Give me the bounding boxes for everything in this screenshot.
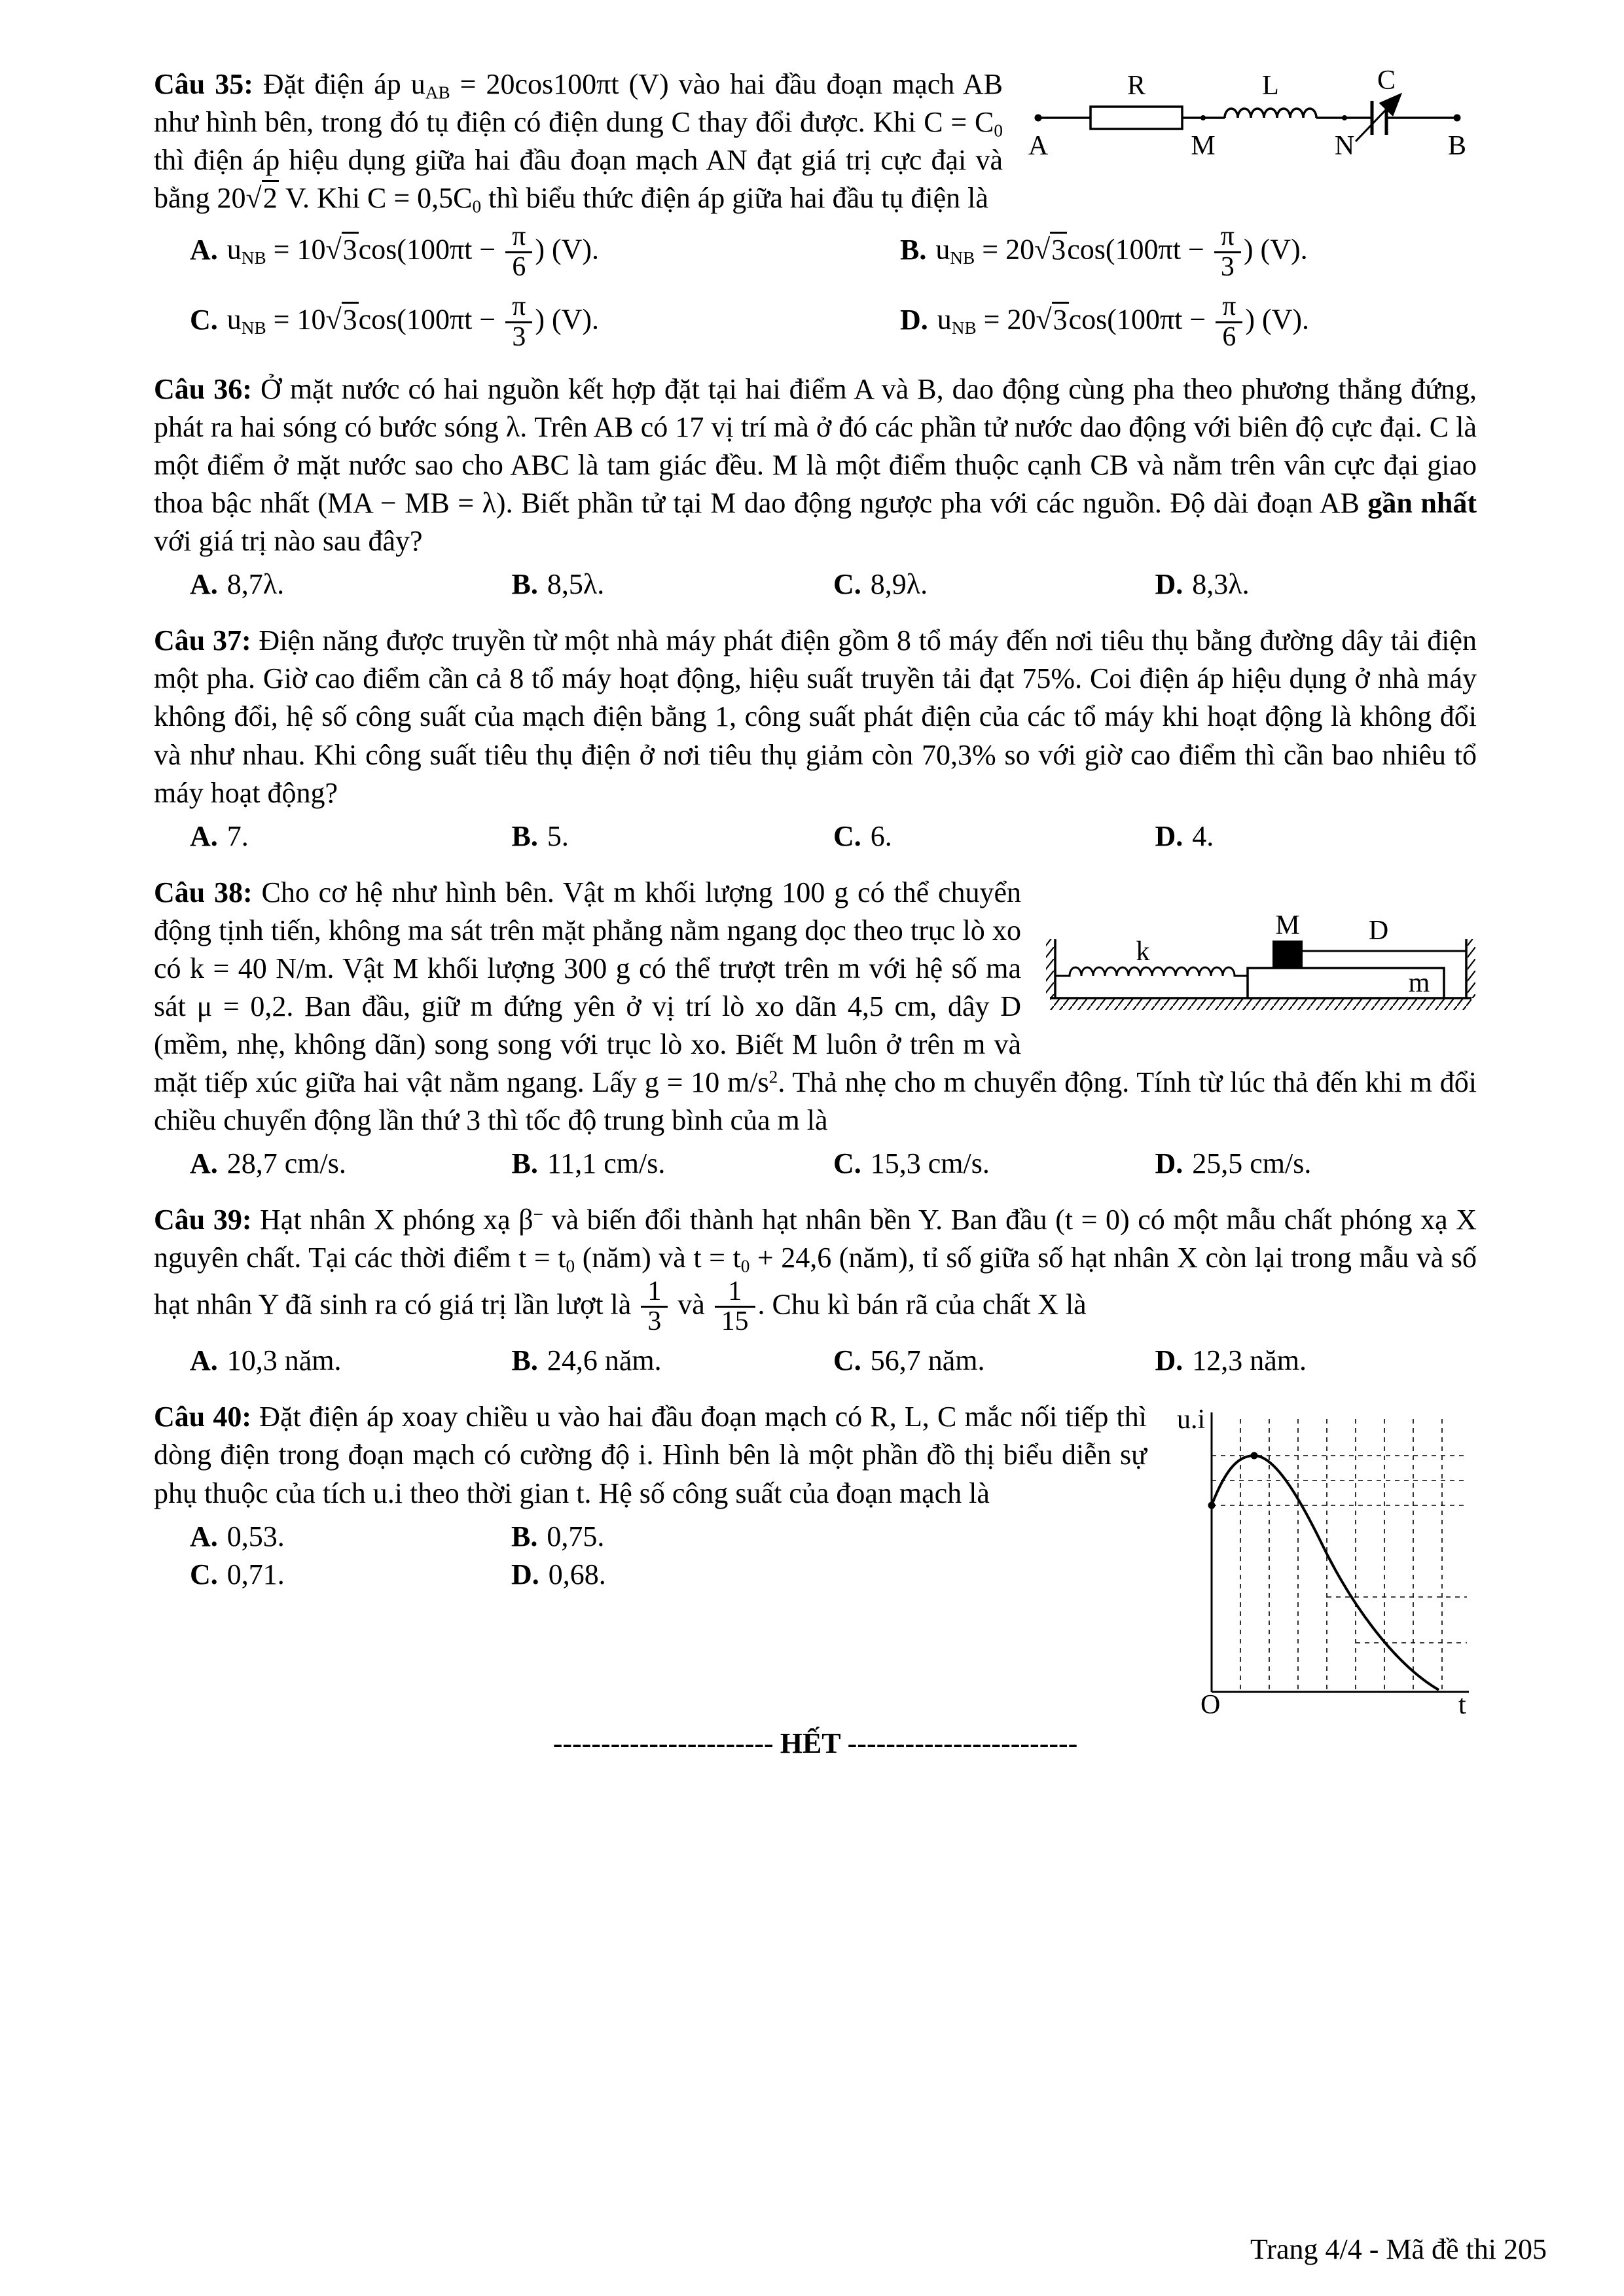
text-run: Điện năng được truyền từ một nhà máy phát điện gồm 8 tổ máy đến nơi tiêu thụ bằng đường dây tải điện một pha. Giờ cao điểm cần cả 8 tổ máy hoạt động, hiệu suất truyền tải đạt 75%. Coi điện áp hiệu dụng ở nhà máy không đổi, hệ số công suất của mạch điện bằng 1, công suất phát điện của các tổ máy khi hoạt động là không đổi và như nhau. Khi công suất tiêu thụ điện ở nơi tiêu thụ giảm còn 70,3% so với giờ cao điểm thì cần bao nhiêu tổ máy hoạt động? — [154, 624, 1477, 809]
option-letter: A. — [190, 1344, 218, 1377]
option-text: 11,1 cm/s. — [547, 1147, 666, 1180]
horizontal-gridlines — [1212, 1456, 1467, 1643]
peak-point — [1251, 1452, 1258, 1460]
superscript: 2 — [768, 1067, 778, 1087]
question-36 — [154, 370, 1477, 603]
option-letter: A. — [190, 233, 218, 266]
option-text: 8,9λ. — [870, 568, 928, 601]
option-b — [512, 565, 834, 603]
label-m: m — [1408, 967, 1430, 998]
mechanics-diagram — [1045, 876, 1477, 1024]
text-run: . Thả nhẹ cho m chuyển động. Tính từ lúc thả đến khi m đổi chiều chuyển động lần thứ 3 thì tốc độ trung bình của m là — [154, 1066, 1477, 1137]
option-text: 0,75. — [547, 1520, 605, 1552]
text-run: ) (V). — [535, 233, 600, 266]
option-b — [512, 1145, 834, 1183]
power-graph-figure — [1176, 1401, 1477, 1718]
text-run: = 20 — [975, 233, 1035, 266]
text-run: = 20 — [976, 303, 1036, 336]
question-label: Câu 40: — [154, 1401, 252, 1433]
label-R: R — [1127, 71, 1146, 101]
option-c — [833, 817, 1155, 855]
option-a — [190, 223, 900, 282]
subscript: NB — [241, 248, 266, 268]
fraction — [1214, 223, 1241, 282]
option-letter: C. — [833, 1147, 861, 1180]
option-d — [1155, 565, 1477, 603]
option-c — [190, 293, 900, 352]
numerator: 1 — [647, 1276, 662, 1306]
radical-sign: √ — [1034, 233, 1051, 266]
question-label: Câu 35: — [154, 68, 253, 100]
radicand: 3 — [342, 302, 359, 336]
option-a — [190, 1145, 512, 1183]
answer-options — [154, 817, 1477, 855]
label-M: M — [1275, 910, 1300, 941]
origin-label: O — [1200, 1690, 1221, 1719]
text-run: Đặt điện áp u — [253, 68, 425, 100]
denominator: 6 — [1216, 321, 1242, 352]
fraction — [641, 1278, 668, 1337]
label-L: L — [1262, 71, 1279, 101]
text-run: = 10 — [266, 303, 326, 336]
option-b — [511, 1518, 833, 1556]
radicand: 2 — [262, 180, 279, 214]
text-run: ) (V). — [1243, 233, 1308, 266]
option-c — [833, 1145, 1155, 1183]
answer-options — [154, 1518, 1147, 1594]
text-run: với giá trị nào sau đây? — [154, 525, 423, 558]
radicand: 3 — [1050, 232, 1067, 266]
radical-sign: √ — [1036, 303, 1052, 336]
numerator: π — [512, 221, 526, 252]
vertical-gridlines — [1240, 1419, 1442, 1692]
text-run: u — [935, 233, 950, 266]
answer-options — [154, 1342, 1477, 1380]
text-run: (năm) và t = t — [575, 1242, 741, 1274]
label-B: B — [1447, 131, 1467, 158]
option-letter: B. — [900, 233, 927, 266]
option-d — [1155, 1342, 1477, 1380]
question-text — [154, 1201, 1477, 1336]
subscript: 0 — [994, 120, 1003, 141]
text-run: u — [226, 233, 242, 266]
answer-options — [154, 1145, 1477, 1183]
option-letter: B. — [511, 1344, 538, 1377]
radical-sign: √ — [325, 233, 342, 266]
label-A: A — [1028, 131, 1049, 158]
option-letter: A. — [190, 1147, 218, 1180]
subscript: NB — [950, 248, 975, 268]
denominator: 3 — [641, 1306, 668, 1336]
text-run: ) (V). — [535, 303, 600, 336]
option-a — [190, 565, 512, 603]
option-letter: C. — [190, 1558, 218, 1590]
option-text: 5. — [547, 819, 569, 852]
text-run: Ở mặt nước có hai nguồn kết hợp đặt tại hai điểm A và B, dao động cùng pha theo phương thẳng đứng, phát ra hai sóng có bước sóng λ. Trên AB có 17 vị trí mà ở đó các phần tử nước dao động với biên độ cực đại. C là một điểm ở mặt nước sao cho ABC là tam giác đều. M là một điểm thuộc cạnh CB và nằm trên vân cực đại giao thoa bậc nhất (MA − MB = λ). Biết phần tử tại M dao động ngược pha với các nguồn. Độ dài đoạn AB — [154, 372, 1477, 520]
option-letter: D. — [1155, 568, 1183, 601]
answer-options — [154, 565, 1477, 603]
option-b — [900, 223, 1477, 282]
option-d — [511, 1556, 833, 1594]
terminal-b-dot — [1454, 115, 1461, 122]
text-run: u — [226, 303, 242, 336]
x-axis-label: t — [1458, 1690, 1466, 1719]
text-run: và biến đổi thành hạt nhân bền Y. Ban đầu (t = 0) có một mẫu chất phóng xạ X nguyên chất. Tại các thời điểm t = t — [154, 1204, 1477, 1274]
option-letter: B. — [511, 568, 538, 601]
text-run: thì biểu thức điện áp giữa hai đầu tụ điện là — [481, 182, 988, 215]
option-b — [512, 817, 834, 855]
question-38 — [154, 874, 1477, 1183]
ground-hatching — [1050, 998, 1471, 1010]
sqrt-expression — [326, 302, 359, 336]
text-run: cos(100πt − — [1068, 303, 1214, 336]
radicand: 3 — [1052, 302, 1069, 336]
question-40 — [154, 1398, 1477, 1719]
question-37 — [154, 622, 1477, 855]
option-a — [190, 1518, 511, 1556]
ui-vs-t-graph — [1176, 1401, 1477, 1718]
text-run: ) (V). — [1245, 303, 1310, 336]
option-letter: B. — [511, 1520, 538, 1552]
text-run: cos(100πt − — [358, 233, 503, 266]
option-letter: A. — [190, 568, 218, 601]
label-N: N — [1334, 131, 1355, 158]
end-dashes-right: ------------------------ — [847, 1727, 1078, 1760]
option-letter: C. — [190, 303, 218, 336]
text-run: = 10 — [266, 233, 326, 266]
subscript: NB — [241, 318, 266, 338]
label-D: D — [1368, 915, 1389, 946]
option-letter: D. — [1155, 1344, 1183, 1377]
radical-sign: √ — [325, 303, 342, 336]
option-text: 12,3 năm. — [1192, 1344, 1307, 1377]
power-curve — [1212, 1456, 1439, 1690]
option-text: 8,5λ. — [547, 568, 605, 601]
y-axis-label: u.i — [1177, 1405, 1206, 1435]
sqrt-expression — [326, 232, 359, 266]
fraction — [505, 223, 532, 282]
option-d — [1155, 817, 1477, 855]
denominator: 15 — [715, 1306, 755, 1336]
question-text — [154, 622, 1477, 812]
option-letter: B. — [511, 1147, 538, 1180]
fraction — [505, 293, 532, 352]
numerator: π — [1220, 221, 1235, 252]
text-run: u — [937, 303, 952, 336]
rlc-circuit-diagram — [1025, 67, 1477, 158]
block-M — [1272, 941, 1303, 968]
sqrt-expression — [1036, 302, 1069, 336]
label-k: k — [1136, 936, 1150, 967]
denominator: 3 — [1214, 251, 1241, 282]
option-text: 0,68. — [548, 1558, 606, 1590]
option-letter: D. — [1155, 819, 1183, 852]
left-wall-hatching — [1046, 939, 1055, 998]
option-letter: A. — [190, 819, 218, 852]
fraction — [1216, 293, 1242, 352]
denominator: 6 — [505, 251, 532, 282]
option-c — [833, 565, 1155, 603]
option-text: 4. — [1192, 819, 1214, 852]
text-run: + 24,6 (năm), tỉ số giữa số hạt nhân X còn lại trong mẫu và số hạt nhân Y đã sinh ra có giá trị lần lượt là — [154, 1242, 1477, 1320]
option-text: 6. — [870, 819, 892, 852]
text-run: và — [670, 1288, 712, 1320]
option-text: 25,5 cm/s. — [1192, 1147, 1312, 1180]
option-c — [833, 1342, 1155, 1380]
question-text — [154, 370, 1477, 560]
numerator: π — [512, 291, 526, 322]
resistor-symbol — [1091, 107, 1182, 129]
question-label: Câu 39: — [154, 1204, 252, 1236]
option-d — [900, 293, 1477, 352]
option-text: 0,71. — [226, 1558, 285, 1590]
option-d — [1155, 1145, 1477, 1183]
radical-sign: √ — [245, 182, 262, 215]
start-point — [1208, 1502, 1216, 1509]
option-text: 0,53. — [226, 1520, 285, 1552]
subscript: 0 — [740, 1257, 750, 1277]
question-label: Câu 38: — [154, 876, 253, 908]
text-run: . Chu kì bán rã của chất X là — [757, 1288, 1087, 1320]
option-letter: C. — [833, 568, 861, 601]
option-text: 10,3 năm. — [226, 1344, 342, 1377]
option-a — [190, 817, 512, 855]
option-text: 8,3λ. — [1192, 568, 1250, 601]
option-text: 8,7λ. — [226, 568, 285, 601]
option-letter: B. — [511, 819, 538, 852]
text-run: Cho cơ hệ như hình bên. Vật m khối lượng 100 g có thể chuyển động tịnh tiến, không ma sát trên mặt phẳng nằm ngang dọc theo trục lò xo có k = 40 N/m. Vật M khối lượng 300 g có thể trượt trên m với hệ số ma sát μ = 0,2. Ban đầu, giữ m đứng yên ở vị trí lò xo dãn 4,5 cm, dây D (mềm, nhẹ, không dãn) song song với trục lò xo. Biết M luôn ở trên m và mặt tiếp xúc giữa hai vật nằm ngang. Lấy g = 10 m/s — [154, 876, 1022, 1099]
text-run: thì điện áp hiệu dụng giữa hai đầu đoạn mạch AN đạt giá trị cực đại và bằng 20 — [154, 144, 1003, 215]
option-a — [190, 1342, 512, 1380]
node-n-dot — [1342, 115, 1347, 120]
subscript: AB — [425, 82, 450, 103]
page-footer: Trang 4/4 - Mã đề thi 205 — [1250, 2233, 1547, 2265]
label-C: C — [1377, 67, 1396, 96]
option-text: 56,7 năm. — [870, 1344, 985, 1377]
text-run: = 20cos100πt (V) vào hai đầu đoạn mạch AB như hình bên, trong đó tụ điện có điện dung C thay đổi được. Khi C = C — [154, 68, 1003, 139]
question-35 — [154, 65, 1477, 352]
option-letter: C. — [833, 1344, 861, 1377]
question-label: Câu 37: — [154, 624, 251, 657]
spring-mass-figure — [1045, 876, 1477, 1024]
option-letter: C. — [833, 819, 861, 852]
sqrt-expression — [246, 180, 279, 214]
superscript: − — [533, 1204, 544, 1225]
numerator: 1 — [728, 1276, 742, 1306]
question-39 — [154, 1201, 1477, 1380]
option-letter: A. — [190, 1520, 218, 1552]
option-letter: D. — [1155, 1147, 1183, 1180]
bold-text: gần nhất — [1367, 487, 1477, 520]
text-run: Đặt điện áp xoay chiều u vào hai đầu đoạn mạch có R, L, C mắc nối tiếp thì dòng điện trong đoạn mạch có cường độ i. Hình bên là một phần đồ thị biểu diễn sự phụ thuộc của tích u.i theo thời gian t. Hệ số công suất của đoạn mạch là — [154, 1401, 1147, 1509]
numerator: π — [1222, 291, 1236, 322]
end-word: HẾT — [780, 1727, 841, 1760]
right-wall-hatching — [1468, 939, 1475, 998]
terminal-a-dot — [1035, 115, 1042, 122]
inductor-symbol — [1225, 109, 1316, 118]
subscript: 0 — [472, 196, 482, 217]
option-letter: D. — [511, 1558, 539, 1590]
end-dashes-left: ----------------------- — [552, 1727, 774, 1760]
text-run: cos(100πt − — [1067, 233, 1212, 266]
denominator: 3 — [505, 321, 532, 352]
text-run: V. Khi C = 0,5C — [278, 182, 473, 215]
option-text: 24,6 năm. — [547, 1344, 662, 1377]
option-text: 15,3 cm/s. — [870, 1147, 990, 1180]
text-run: cos(100πt − — [358, 303, 503, 336]
label-M: M — [1191, 131, 1216, 158]
text-run: Hạt nhân X phóng xạ β — [251, 1204, 533, 1236]
option-text: 28,7 cm/s. — [226, 1147, 346, 1180]
circuit-figure — [1025, 67, 1477, 158]
question-label: Câu 36: — [154, 372, 252, 405]
node-m-dot — [1200, 115, 1206, 120]
subscript: NB — [951, 318, 977, 338]
sqrt-expression — [1034, 232, 1067, 266]
option-letter: D. — [900, 303, 928, 336]
spring-symbol — [1055, 967, 1258, 976]
end-of-exam-line — [154, 1725, 1477, 1763]
option-text: 7. — [226, 819, 249, 852]
radicand: 3 — [342, 232, 359, 266]
answer-options — [154, 223, 1477, 352]
option-c — [190, 1556, 511, 1594]
subscript: 0 — [566, 1257, 575, 1277]
option-b — [512, 1342, 834, 1380]
fraction — [715, 1278, 755, 1337]
